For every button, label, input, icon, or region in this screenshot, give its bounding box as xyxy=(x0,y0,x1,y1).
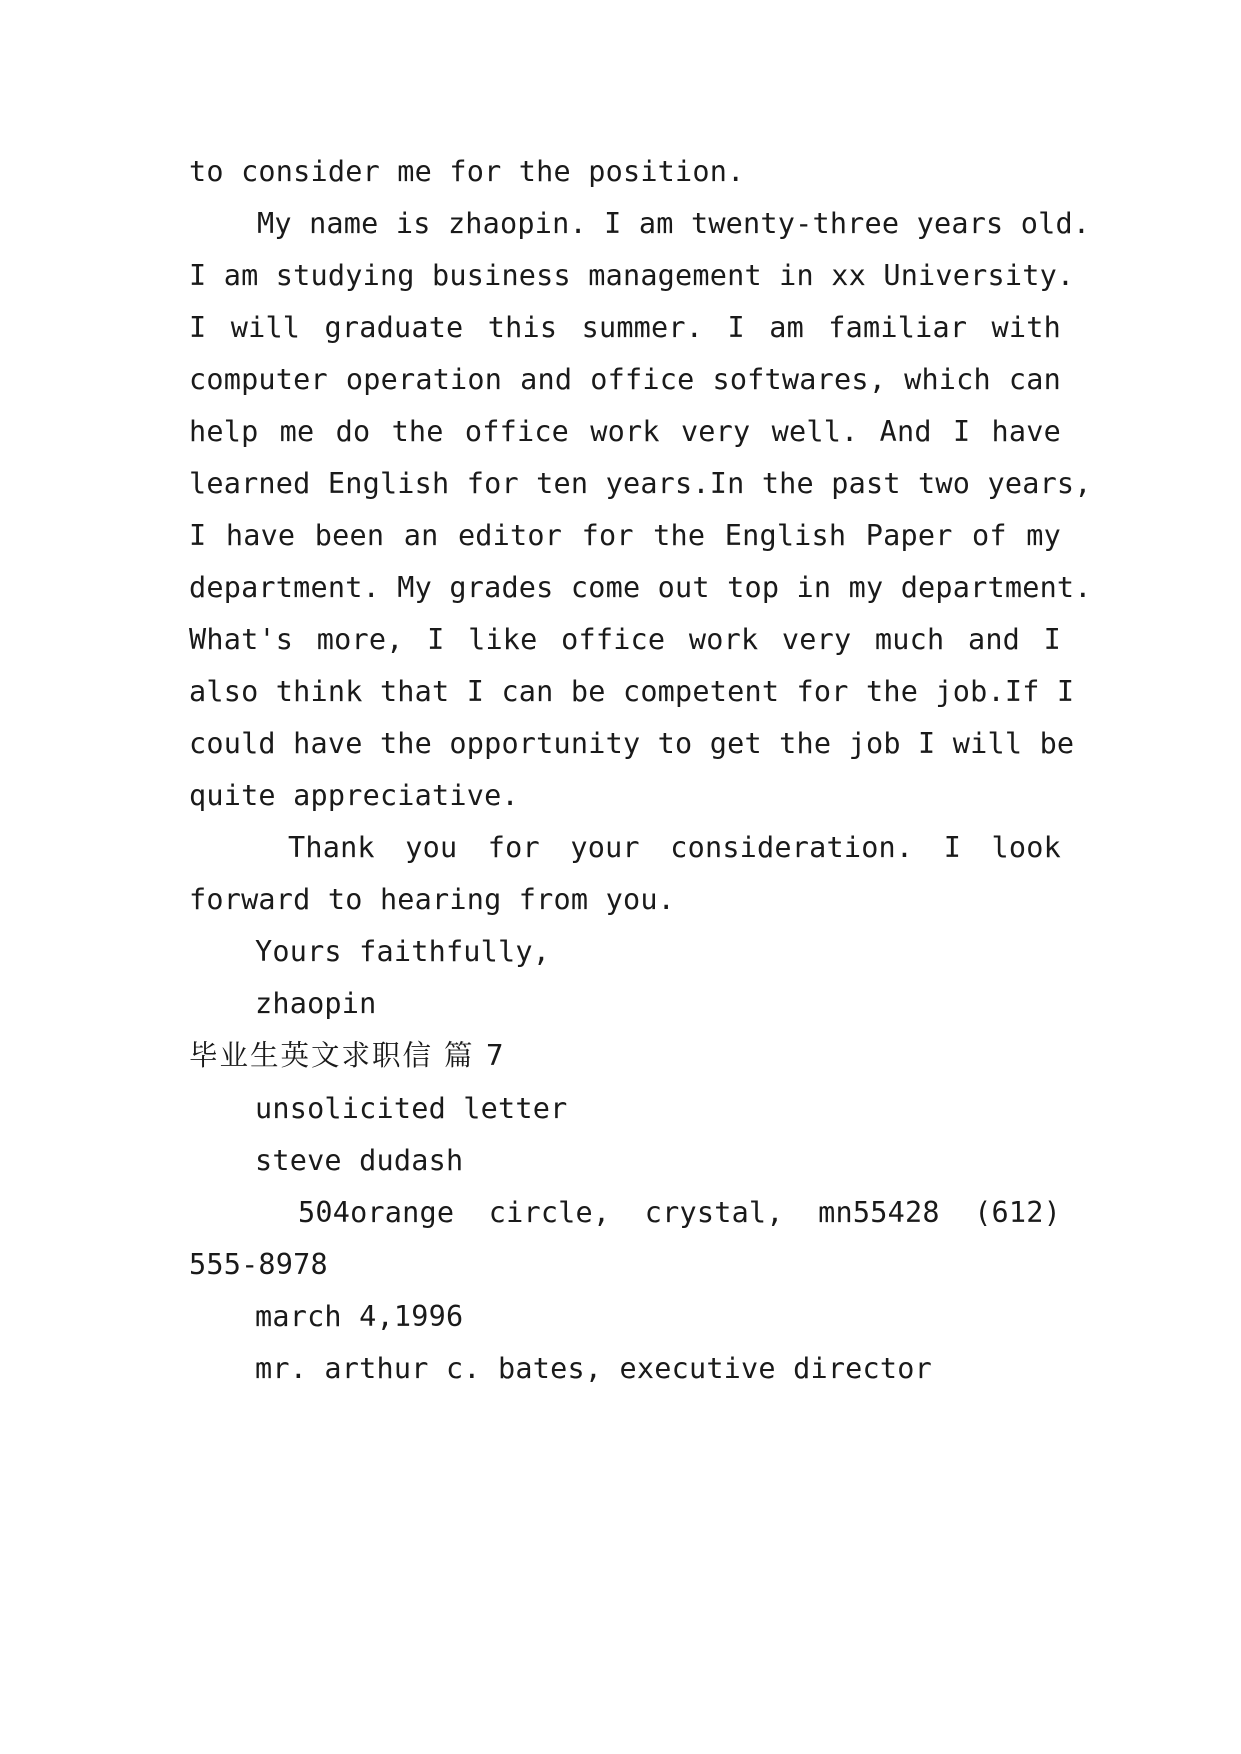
signature-line: zhaopin xyxy=(255,987,377,1020)
date-line: march 4,1996 xyxy=(255,1300,464,1333)
text-line: I am studying business management in xx University. xyxy=(189,259,1075,292)
address-line: 504orange circle, crystal, mn55428 (612) xyxy=(298,1196,1061,1229)
text-line: help me do the office work very well. And I have xyxy=(189,415,1061,448)
text-line: What's more, I like office work very much and I xyxy=(189,623,1061,656)
paragraph-first-line: My name is zhaopin. I am twenty-three years old. xyxy=(257,207,1091,240)
text-line: quite appreciative. xyxy=(189,779,519,812)
text-line: also think that I can be competent for the job.If I xyxy=(189,675,1075,708)
text-line: unsolicited letter xyxy=(255,1092,568,1125)
text-line: department. My grades come out top in my department. xyxy=(189,571,1092,604)
text-line: I will graduate this summer. I am familiar with xyxy=(189,311,1061,344)
text-line: learned English for ten years.In the past two years, xyxy=(189,467,1092,500)
paragraph-first-line: Thank you for your consideration. I look xyxy=(288,831,1061,864)
section-heading: 毕业生英文求职信 篇 7 xyxy=(189,1039,506,1072)
text-line: computer operation and office softwares, which can xyxy=(189,363,1061,396)
closing-line: Yours faithfully, xyxy=(255,935,551,968)
text-line: I have been an editor for the English Paper of my xyxy=(189,519,1061,552)
text-line: 555-8978 xyxy=(189,1248,328,1281)
text-line: to consider me for the position. xyxy=(189,155,745,188)
recipient-line: mr. arthur c. bates, executive director xyxy=(255,1352,932,1385)
text-line: forward to hearing from you. xyxy=(189,883,676,916)
text-line: steve dudash xyxy=(255,1144,464,1177)
text-line: could have the opportunity to get the job I will be xyxy=(189,727,1075,760)
